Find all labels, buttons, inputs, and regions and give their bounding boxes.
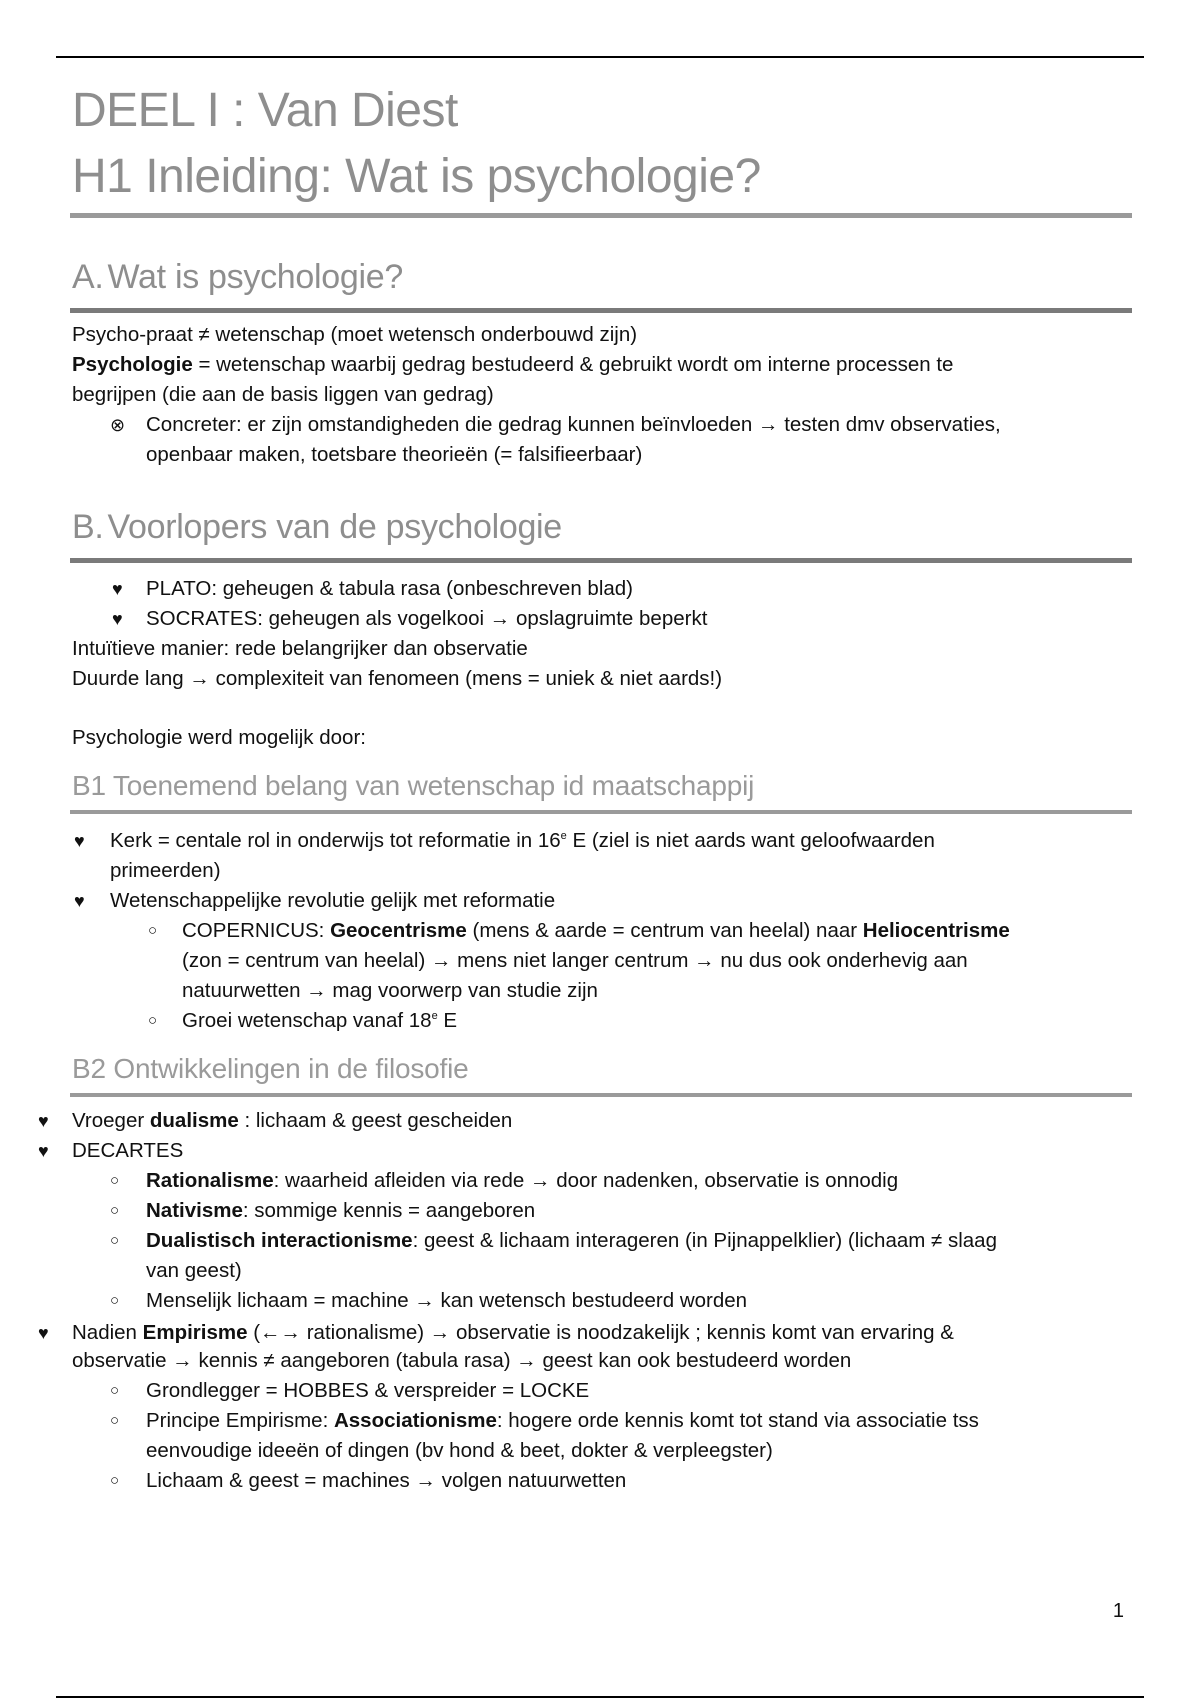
section-b2-sub3 (146, 1226, 997, 1256)
section-b2-sub1-rest: : waarheid afleiden via rede → door nadenken, observatie is onnodig (273, 1169, 899, 1192)
section-a-p1: Psycho-praat ≠ wetenschap (moet wetensch onderbouwd zijn) (72, 323, 638, 346)
circle-bullet-icon: ○ (110, 1382, 120, 1399)
section-a-bullet-line1: Concreter: er zijn omstandigheden die gedrag kunnen beïnvloeden → testen dmv observaties, (146, 413, 1001, 436)
title-line-1: DEEL I : Van Diest (72, 84, 458, 137)
section-b2-sub3-cont: van geest) (146, 1259, 242, 1282)
section-b2-sub6-cont: eenvoudige ideeën of dingen (bv hond & beet, dokter & verpleegster) (146, 1439, 773, 1462)
section-b-p3: Psychologie werd mogelijk door: (72, 726, 366, 749)
circle-bullet-icon: ○ (110, 1412, 120, 1429)
heading-section-b-label: B. (72, 508, 104, 546)
circle-bullet-icon: ○ (110, 1172, 120, 1189)
section-b2-sub6 (146, 1406, 979, 1436)
circle-bullet-icon: ○ (148, 922, 158, 939)
term-geocentrisme: Geocentrisme (330, 919, 467, 942)
heart-bullet-icon: ♥ (112, 609, 123, 629)
term-dualistisch-interactionisme: Dualistisch interactionisme (146, 1229, 413, 1252)
document-title (72, 78, 1132, 210)
section-b2-underline (70, 1093, 1132, 1097)
section-a-p2 (72, 350, 953, 380)
section-b2-item3-a: Nadien (72, 1321, 143, 1344)
term-heliocentrisme: Heliocentrisme (862, 919, 1010, 942)
heart-bullet-icon: ♥ (74, 891, 85, 911)
section-b2-sub1 (146, 1166, 898, 1196)
top-rule (56, 56, 1144, 58)
section-b1-item1-cont: primeerden) (110, 859, 221, 882)
heading-section-a-label: A. (72, 258, 104, 296)
section-b2-sub7: Lichaam & geest = machines → volgen natuurwetten (146, 1469, 627, 1492)
heart-bullet-icon: ♥ (38, 1141, 49, 1161)
section-b1-sub1-line2: (zon = centrum van heelal) → mens niet langer centrum → nu dus ook onderhevig aan (182, 949, 968, 972)
section-b2-sub4: Menselijk lichaam = machine → kan wetensch bestudeerd worden (146, 1289, 748, 1312)
section-b2-item3-cont: observatie → kennis ≠ aangeboren (tabula rasa) → geest kan ook bestudeerd worden (72, 1349, 852, 1372)
section-b1-sub1 (182, 916, 1010, 946)
section-b2-sub5: Grondlegger = HOBBES & verspreider = LOCKE (146, 1379, 590, 1402)
section-b1-underline (70, 810, 1132, 814)
section-b2-sub2 (146, 1196, 535, 1226)
title-underline (70, 213, 1132, 218)
heart-bullet-icon: ♥ (74, 831, 85, 851)
section-b1-sub1-line3: natuurwetten → mag voorwerp van studie zijn (182, 979, 598, 1002)
heading-section-b-text: Voorlopers van de psychologie (107, 508, 562, 546)
heading-section-b2: B2 Ontwikkelingen in de filosofie (72, 1053, 469, 1084)
section-b1-sub1-a: COPERNICUS: (182, 919, 331, 942)
section-b2-sub6-rest: : hogere orde kennis komt tot stand via associatie tss (496, 1409, 979, 1432)
section-a-bullet-line2: openbaar maken, toetsbare theorieën (= falsifieerbaar) (146, 443, 643, 466)
section-b1-item1-b: E (ziel is niet aards want geloofwaarden (566, 829, 935, 852)
bottom-rule (56, 1696, 1144, 1698)
section-b2-item2: DECARTES (72, 1139, 184, 1162)
circle-bullet-icon: ○ (110, 1472, 120, 1489)
section-b1-sub1-b: (mens & aarde = centrum van heelal) naar (466, 919, 863, 942)
circled-x-bullet-icon: ⊗ (110, 415, 126, 435)
term-dualisme: dualisme (149, 1109, 239, 1132)
superscript-e: e (431, 1010, 438, 1023)
section-b2-sub6-a: Principe Empirisme: (146, 1409, 334, 1432)
circle-bullet-icon: ○ (110, 1292, 120, 1309)
section-b1-sub2-b: E (437, 1009, 458, 1032)
section-b1-item1-a: Kerk = centale rol in onderwijs tot reformatie in 16 (110, 829, 561, 852)
section-b2-sub3-rest: : geest & lichaam interageren (in Pijnappelklier) (lichaam ≠ slaag (412, 1229, 997, 1252)
section-b-p1: Intuïtieve manier: rede belangrijker dan observatie (72, 637, 528, 660)
term-rationalisme: Rationalisme (146, 1169, 274, 1192)
heading-section-a (72, 258, 403, 297)
section-b2-item3 (72, 1318, 954, 1348)
heading-section-b1: B1 Toenemend belang van wetenschap id maatschappij (72, 770, 755, 801)
section-b2-item1-a: Vroeger (72, 1109, 150, 1132)
term-psychologie: Psychologie (72, 353, 193, 376)
section-b-item2: SOCRATES: geheugen als vogelkooi → opslagruimte beperkt (146, 607, 708, 630)
section-a-p2-rest: = wetenschap waarbij gedrag bestudeerd & gebruikt wordt om interne processen te (192, 353, 954, 376)
term-nativisme: Nativisme (146, 1199, 243, 1222)
title-line-2: H1 Inleiding: Wat is psychologie? (72, 150, 761, 203)
circle-bullet-icon: ○ (148, 1012, 158, 1029)
heading-section-b (72, 508, 562, 547)
section-b1-sub2 (182, 1006, 457, 1036)
section-b-p2: Duurde lang → complexiteit van fenomeen (mens = uniek & niet aards!) (72, 667, 723, 690)
section-a-underline (70, 308, 1132, 313)
section-b2-sub2-rest: : sommige kennis = aangeboren (242, 1199, 536, 1222)
section-b1-item2: Wetenschappelijke revolutie gelijk met reformatie (110, 889, 556, 912)
heart-bullet-icon: ♥ (112, 579, 123, 599)
page-number: 1 (1112, 1600, 1124, 1622)
heart-bullet-icon: ♥ (38, 1323, 49, 1343)
heart-bullet-icon: ♥ (38, 1111, 49, 1131)
section-b1-item1 (110, 826, 935, 856)
circle-bullet-icon: ○ (110, 1202, 120, 1219)
section-b2-item1 (72, 1106, 512, 1136)
term-empirisme: Empirisme (142, 1321, 248, 1344)
section-b1-sub2-a: Groei wetenschap vanaf 18 (182, 1009, 432, 1032)
heading-section-a-text: Wat is psychologie? (107, 258, 403, 296)
circle-bullet-icon: ○ (110, 1232, 120, 1249)
section-a-p2-cont: begrijpen (die aan de basis liggen van gedrag) (72, 383, 494, 406)
section-b-underline (70, 558, 1132, 563)
section-b2-item1-b: : lichaam & geest gescheiden (238, 1109, 513, 1132)
section-b2-item3-b: (←→ rationalisme) → observatie is noodzakelijk ; kennis komt van ervaring & (247, 1321, 954, 1344)
superscript-e: e (560, 830, 567, 843)
section-b-item1: PLATO: geheugen & tabula rasa (onbeschreven blad) (146, 577, 634, 600)
term-associationisme: Associationisme (333, 1409, 497, 1432)
